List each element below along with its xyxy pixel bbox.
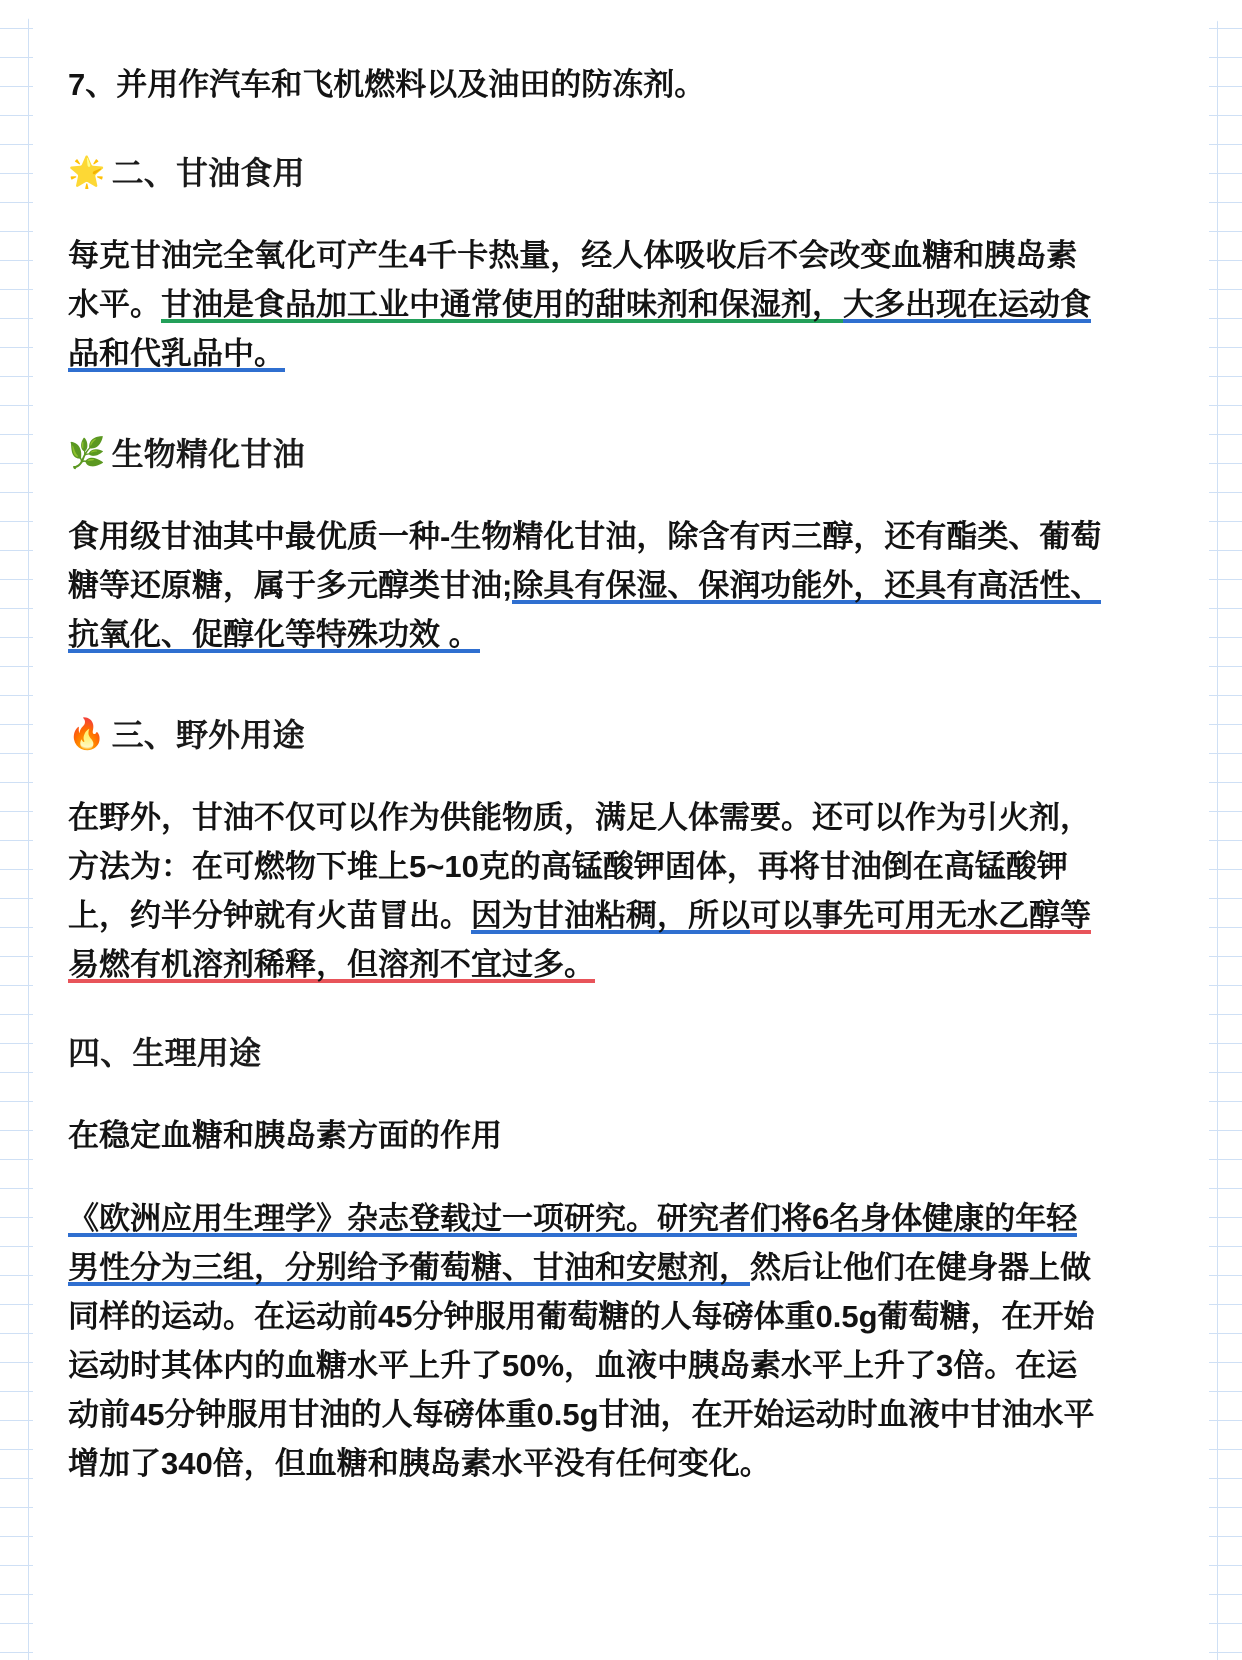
heading-outdoor-row xyxy=(68,711,1108,759)
section-heading-outdoor xyxy=(68,711,1108,759)
heading-two-label: 二、甘油食用 xyxy=(111,155,305,191)
para4-blue-underlined-text: 因为甘油粘稠，所以 xyxy=(471,898,750,933)
heading-bio-row xyxy=(68,430,1108,478)
para6-plain-text: 然后让他们在健身器上做同样的运动。在运动前45分钟服用葡萄糖的人每磅体重0.5g葡萄糖，在开始运动时其体内的血糖水平上升了50%，血液中胰岛素水平上升了3倍。在运动前45分钟服用甘油的人每磅体重0.5g甘油，在开始运动时血液中甘油水平增加了340倍，但血糖和胰岛素水平没有任何变化。 xyxy=(68,1250,1095,1481)
herb-icon: 🌿 xyxy=(68,437,106,470)
paragraph-bio-refined xyxy=(68,512,1108,659)
paragraph-outdoor-use xyxy=(68,793,1108,989)
heading-physiological-label: 四、生理用途 xyxy=(68,1035,262,1071)
list-item-7-text: 7、并用作汽车和飞机燃料以及油田的防冻剂。 xyxy=(68,67,706,102)
section-heading-physiological xyxy=(68,1029,1108,1077)
paragraph-study xyxy=(68,1194,1108,1488)
para3-blue-underlined-text: 除具有保湿、保润功能外，还具有高活性、抗氧化、促醇化等特殊功效 。 xyxy=(68,568,1102,652)
para4-red-underlined-text: 可以事先可用无水乙醇等易燃有机溶剂稀释，但溶剂不宜过多。 xyxy=(68,898,1091,982)
spacer xyxy=(68,1019,1108,1029)
heading-bio-label: 生物精化甘油 xyxy=(111,436,305,472)
torn-edge-decoration xyxy=(0,0,1242,34)
paragraph-blood-sugar-role xyxy=(68,1111,1108,1160)
para5-text: 在稳定血糖和胰岛素方面的作用 xyxy=(68,1118,502,1153)
star-icon: 🌟 xyxy=(68,156,106,189)
spacer xyxy=(68,139,1108,149)
para2-green-underlined-text: 甘油是食品加工业中通常使用的甜味剂和保湿剂， xyxy=(161,287,843,322)
spacer xyxy=(68,408,1108,430)
heading-outdoor-label: 三、野外用途 xyxy=(111,717,305,753)
para2-plain-text: 每克甘油完全氧化可产生4千卡热量，经人体吸收后不会改变血糖和胰岛素水平。 xyxy=(68,238,1078,322)
para2-blue-underlined-text: 大多出现在运动食品和代乳品中。 xyxy=(68,287,1091,371)
heading-two-row xyxy=(68,149,1108,197)
paragraph-edible-glycerin xyxy=(68,231,1108,378)
list-item-7 xyxy=(68,60,1108,109)
section-heading-two xyxy=(68,149,1108,197)
para4-plain-text: 在野外，甘油不仅可以作为供能物质，满足人体需要。还可以作为引火剂，方法为：在可燃物下堆上5~10克的高锰酸钾固体，再将甘油倒在高锰酸钾上，约半分钟就有火苗冒出。 xyxy=(68,800,1091,933)
heading-physiological-row xyxy=(68,1029,1108,1077)
section-heading-bio-refined xyxy=(68,430,1108,478)
para6-blue-underlined-text: 《欧洲应用生理学》杂志登载过一项研究。研究者们将6名身体健康的年轻男性分为三组，分别给予葡萄糖、甘油和安慰剂， xyxy=(68,1201,1078,1285)
fire-icon: 🔥 xyxy=(68,718,106,751)
document-content xyxy=(68,60,1108,1518)
para3-plain-text: 食用级甘油其中最优质一种-生物精化甘油，除含有丙三醇，还有酯类、葡萄糖等还原糖，属于多元醇类甘油; xyxy=(68,519,1102,603)
spacer xyxy=(68,689,1108,711)
